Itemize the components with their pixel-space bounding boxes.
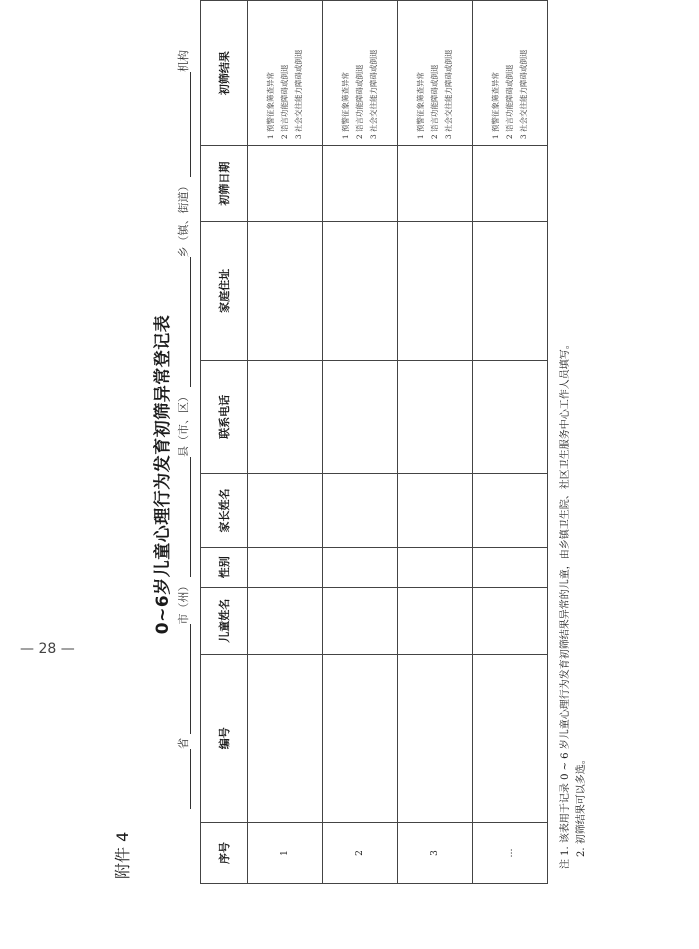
cell-screen-date[interactable] [323, 146, 398, 222]
cell-code[interactable] [473, 654, 548, 822]
cell-gender[interactable] [398, 547, 473, 587]
page-number: — 28 — [20, 641, 75, 657]
province-label: 省 [177, 738, 190, 749]
row-seq: 2 [323, 822, 398, 883]
region-line [175, 50, 191, 809]
result-option: 1 预警征象筛查异常 [266, 71, 275, 140]
result-option: 2 语言功能障碍或倒退 [430, 64, 439, 140]
cell-parent-name[interactable] [323, 474, 398, 547]
cell-screen-result[interactable] [248, 1, 323, 146]
cell-child-name[interactable] [323, 587, 398, 654]
cell-address[interactable] [473, 222, 548, 360]
county-label: 县（市、区） [177, 391, 190, 457]
header-gender: 性别 [201, 547, 248, 587]
cell-child-name[interactable] [248, 587, 323, 654]
cell-address[interactable] [323, 222, 398, 360]
result-option: 1 预警征象筛查异常 [491, 71, 500, 140]
result-option: 2 语言功能障碍或倒退 [355, 64, 364, 140]
township-blank [178, 258, 191, 388]
header-parent-name: 家长姓名 [201, 474, 248, 547]
institution-label: 机构 [177, 50, 190, 72]
result-option: 3 社会交往能力障碍或倒退 [294, 49, 303, 140]
row-seq: 3 [398, 822, 473, 883]
cell-screen-date[interactable] [473, 146, 548, 222]
header-code: 编号 [201, 654, 248, 822]
cell-screen-date[interactable] [398, 146, 473, 222]
header-phone: 联系电话 [201, 360, 248, 474]
row-seq: 1 [248, 822, 323, 883]
table-header-row [201, 1, 248, 884]
note-2: 2. 初筛结果可以多选。 [576, 754, 587, 857]
cell-code[interactable] [248, 654, 323, 822]
cell-parent-name[interactable] [473, 474, 548, 547]
result-option: 2 语言功能障碍或倒退 [280, 64, 289, 140]
township-label: 乡（镇、街道） [177, 180, 190, 258]
result-option: 3 社会交往能力障碍或倒退 [369, 49, 378, 140]
cell-child-name[interactable] [398, 587, 473, 654]
table-row [398, 1, 473, 884]
registration-table [200, 0, 548, 884]
cell-address[interactable] [398, 222, 473, 360]
cell-gender[interactable] [323, 547, 398, 587]
header-screen-result: 初筛结果 [201, 1, 248, 146]
county-blank [178, 457, 191, 577]
note-1: 注 1. 该表用于记录 0 ~ 6 岁儿童心理行为发育初筛结果异常的儿童，由乡镇卫生院、社区卫生服务中心工作人员填写。 [560, 339, 571, 869]
cell-code[interactable] [323, 654, 398, 822]
table-row [323, 1, 398, 884]
cell-screen-result[interactable] [323, 1, 398, 146]
header-child-name: 儿童姓名 [201, 587, 248, 654]
header-screen-date: 初筛日期 [201, 146, 248, 222]
city-blank [178, 625, 191, 735]
cell-screen-result[interactable] [398, 1, 473, 146]
cell-gender[interactable] [473, 547, 548, 587]
cell-screen-date[interactable] [248, 146, 323, 222]
province-blank [178, 749, 191, 809]
cell-screen-result[interactable] [473, 1, 548, 146]
cell-parent-name[interactable] [248, 474, 323, 547]
table-row [248, 1, 323, 884]
cell-phone[interactable] [323, 360, 398, 474]
cell-parent-name[interactable] [398, 474, 473, 547]
cell-phone[interactable] [398, 360, 473, 474]
page-title: 0~6岁儿童心理行为发育初筛异常登记表 [153, 314, 173, 635]
city-label: 市（州） [177, 580, 190, 625]
attachment-label: 附件 4 [113, 831, 132, 879]
cell-phone[interactable] [473, 360, 548, 474]
header-seq: 序号 [201, 822, 248, 883]
table-row [473, 1, 548, 884]
cell-code[interactable] [398, 654, 473, 822]
result-option: 1 预警征象筛查异常 [341, 71, 350, 140]
result-option: 1 预警征象筛查异常 [416, 71, 425, 140]
cell-phone[interactable] [248, 360, 323, 474]
result-option: 2 语言功能障碍或倒退 [505, 64, 514, 140]
cell-child-name[interactable] [473, 587, 548, 654]
cell-gender[interactable] [248, 547, 323, 587]
result-option: 3 社会交往能力障碍或倒退 [519, 49, 528, 140]
result-option: 3 社会交往能力障碍或倒退 [444, 49, 453, 140]
header-address: 家庭住址 [201, 222, 248, 360]
cell-address[interactable] [248, 222, 323, 360]
institution-blank [178, 72, 191, 177]
row-seq: … [473, 822, 548, 883]
